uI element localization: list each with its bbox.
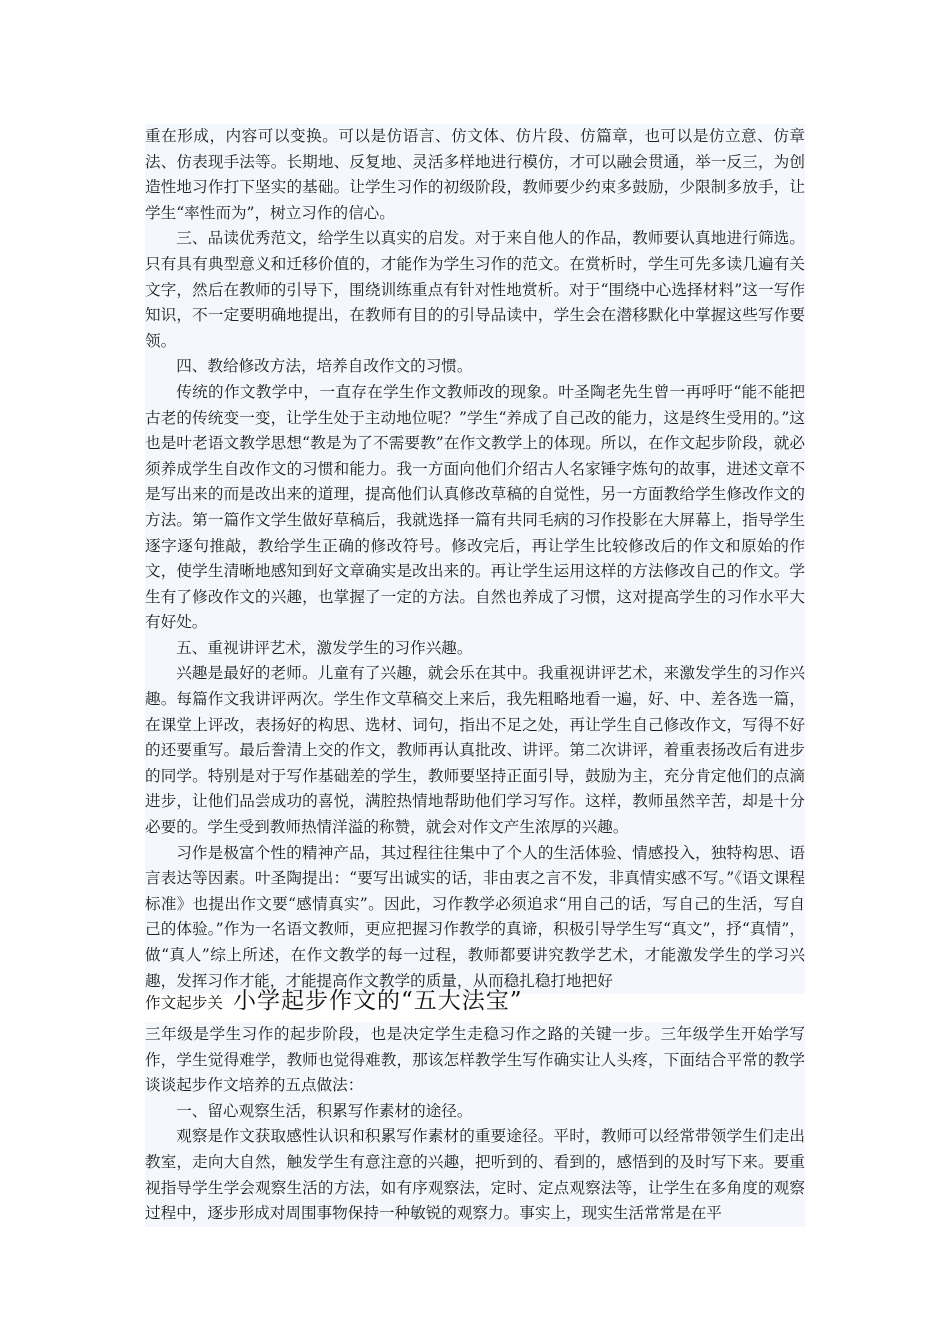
paragraph: 三年级是学生习作的起步阶段，也是决定学生走稳习作之路的关键一步。三年级学生开始学写作，学生觉得难学，教师也觉得难教，那该怎样教学生写作确实让人头疼，下面结合平常的教学谈谈起步作文培养的五点做法： [145, 1025, 805, 1095]
article-header [145, 982, 805, 1018]
section-label: 作文起步关 [145, 994, 223, 1012]
paragraph: 兴趣是最好的老师。儿童有了兴趣，就会乐在其中。我重视讲评艺术，来激发学生的习作兴趣。每篇作文我讲评两次。学生作文草稿交上来后，我先粗略地看一遍，好、中、差各选一篇，在课堂上评改，表扬好的构思、选材、词句，指出不足之处，再让学生自己修改作文，写得不好的还要重写。最后誊清上交的作文，教师再认真批改、讲评。第二次讲评，着重表扬改后有进步的同学。特别是对于写作基础差的学生，教师要坚持正面引导，鼓励为主，充分肯定他们的点滴进步，让他们品尝成功的喜悦，满腔热情地帮助他们学习写作。这样，教师虽然辛苦，却是十分必要的。学生受到教师热情洋溢的称赞，就会对作文产生浓厚的兴趣。 [145, 664, 805, 837]
article-title: 小学起步作文的“五大法宝” [232, 988, 523, 1014]
section-heading: 一、留心观察生活，积累写作素材的途径。 [176, 1101, 473, 1120]
paragraph: 习作是极富个性的精神产品，其过程往往集中了个人的生活体验、情感投入，独特构思、语言表达等因素。叶圣陶提出：“要写出诚实的话，非由衷之言不发，非真情实感不写。”《语文课程标准》也提出作文要“感情真实”。因此，习作教学必须追求“用自己的话，写自己的生活，写自己的体验。”作为一名语文教师，更应把握习作教学的真谛，积极引导学生写“真文”，抒“真情”，做“真人”综上所述，在作文教学的每一过程，教师都要讲究教学艺术，才能激发学生的学习兴趣，发挥习作才能，才能提高作文教学的质量，从而稳扎稳打地把好 [145, 843, 805, 990]
paragraph: 重在形成，内容可以变换。可以是仿语言、仿文体、仿片段、仿篇章，也可以是仿立意、仿章法、仿表现手法等。长期地、反复地、灵活多样地进行模仿，才可以融会贯通，举一反三，为创造性地习作打下坚实的基础。让学生习作的初级阶段，教师要少约束多鼓励，少限制多放手，让学生“率性而为”，树立习作的信心。 [145, 127, 805, 222]
section-heading: 四、教给修改方法，培养自改作文的习惯。 [176, 357, 473, 376]
paragraph: 三、品读优秀范文，给学生以真实的启发。对于来自他人的作品，教师要认真地进行筛选。只有具有典型意义和迁移价值的，才能作为学生习作的范文。在赏析时，学生可先多读几遍有关文字，然后在教师的引导下，围绕训练重点有针对性地赏析。对于“围绕中心选择材料”这一写作知识，不一定要明确地提出，在教师有目的的引导品读中，学生会在潜移默化中掌握这些写作要领。 [145, 229, 805, 350]
section-heading: 五、重视讲评艺术，激发学生的习作兴趣。 [176, 638, 473, 657]
paragraph: 观察是作文获取感性认识和积累写作素材的重要途径。平时，教师可以经常带领学生们走出教室，走向大自然，触发学生有意注意的兴趣，把听到的、看到的，感悟到的及时写下来。要重视指导学生学会观察生活的方法，如有序观察法，定时、定点观察法等，让学生在多角度的观察过程中，逐步形成对周围事物保持一种敏锐的观察力。事实上，现实生活常常是在平 [145, 1127, 805, 1223]
continued-article-body [145, 124, 805, 994]
new-article-body [145, 1022, 805, 1227]
paragraph: 传统的作文教学中，一直存在学生作文教师改的现象。叶圣陶老先生曾一再呼吁“能不能把古老的传统变一变，让学生处于主动地位呢？”学生“养成了自己改的能力，这是终生受用的。”这也是叶老语文教学思想“教是为了不需要教”在作文教学上的体现。所以，在作文起步阶段，就必须养成学生自改作文的习惯和能力。我一方面向他们介绍古人名家锤字炼句的故事，进述文章不是写出来的而是改出来的道理，提高他们认真修改草稿的自觉性，另一方面教给学生修改作文的方法。第一篇作文学生做好草稿后，我就选择一篇有共同毛病的习作投影在大屏幕上，指导学生逐字逐句推敲，教给学生正确的修改符号。修改完后，再让学生比较修改后的作文和原始的作文，使学生清晰地感知到好文章确实是改出来的。再让学生运用这样的方法修改自己的作文。学生有了修改作文的兴趣，也掌握了一定的方法。自然也养成了习惯，这对提高学生的习作水平大有好处。 [145, 382, 805, 632]
